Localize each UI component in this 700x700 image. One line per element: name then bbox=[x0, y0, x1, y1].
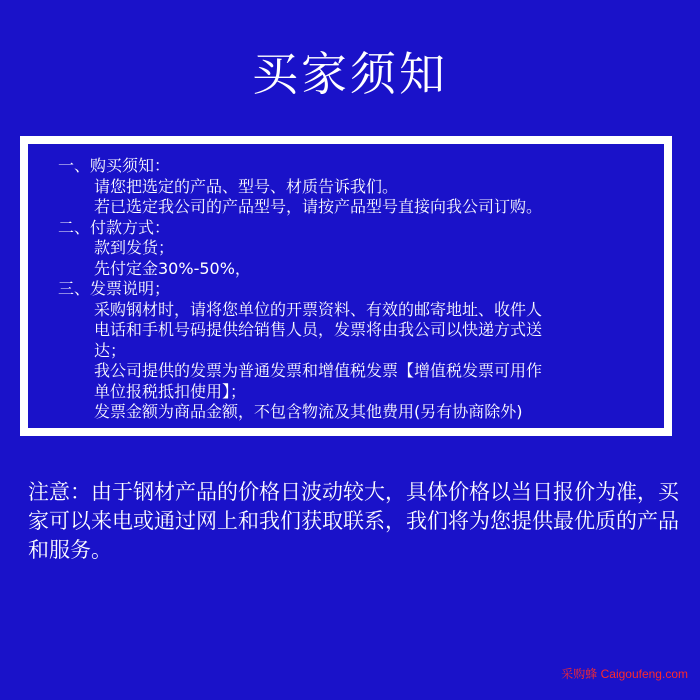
notice-item: 采购钢材时，请将您单位的开票资料、有效的邮寄地址、收件人 bbox=[94, 299, 543, 319]
notice-item: 电话和手机号码提供给销售人员，发票将由我公司以快递方式送 bbox=[94, 320, 543, 339]
notice-item: 先付定金30%-50%， bbox=[94, 258, 251, 278]
notice-heading-invoice: 三、发票说明； bbox=[58, 279, 171, 298]
price-notice: 注意：由于钢材产品的价格日波动较大，具体价格以当日报价为准，买家可以来电或通过网上和我们获取联系，我们将为您提供最优质的产品和服务。 bbox=[28, 480, 679, 562]
notice-heading-payment: 二、付款方式： bbox=[58, 217, 171, 237]
notice-item: 请您把选定的产品、型号、材质告诉我们。 bbox=[94, 176, 399, 196]
notice-item: 若已选定我公司的产品型号，请按产品型号直接向我公司订购。 bbox=[94, 197, 543, 216]
notice-item: 我公司提供的发票为普通发票和增值税发票【增值税发票可用作 bbox=[94, 361, 543, 380]
notice-item: 达； bbox=[94, 340, 127, 360]
notice-heading-purchase: 一、购买须知： bbox=[58, 156, 171, 175]
notice-item: 发票金额为商品金额，不包含物流及其他费用(另有协商除外) bbox=[94, 402, 523, 421]
page-title: 买家须知 bbox=[252, 47, 448, 101]
notice-item: 款到发货； bbox=[94, 238, 175, 257]
watermark: 采购蜂 Caigoufeng.com bbox=[561, 667, 688, 681]
notice-box bbox=[20, 136, 672, 436]
notice-content bbox=[58, 156, 658, 423]
notice-item: 单位报税抵扣使用】； bbox=[94, 381, 247, 401]
